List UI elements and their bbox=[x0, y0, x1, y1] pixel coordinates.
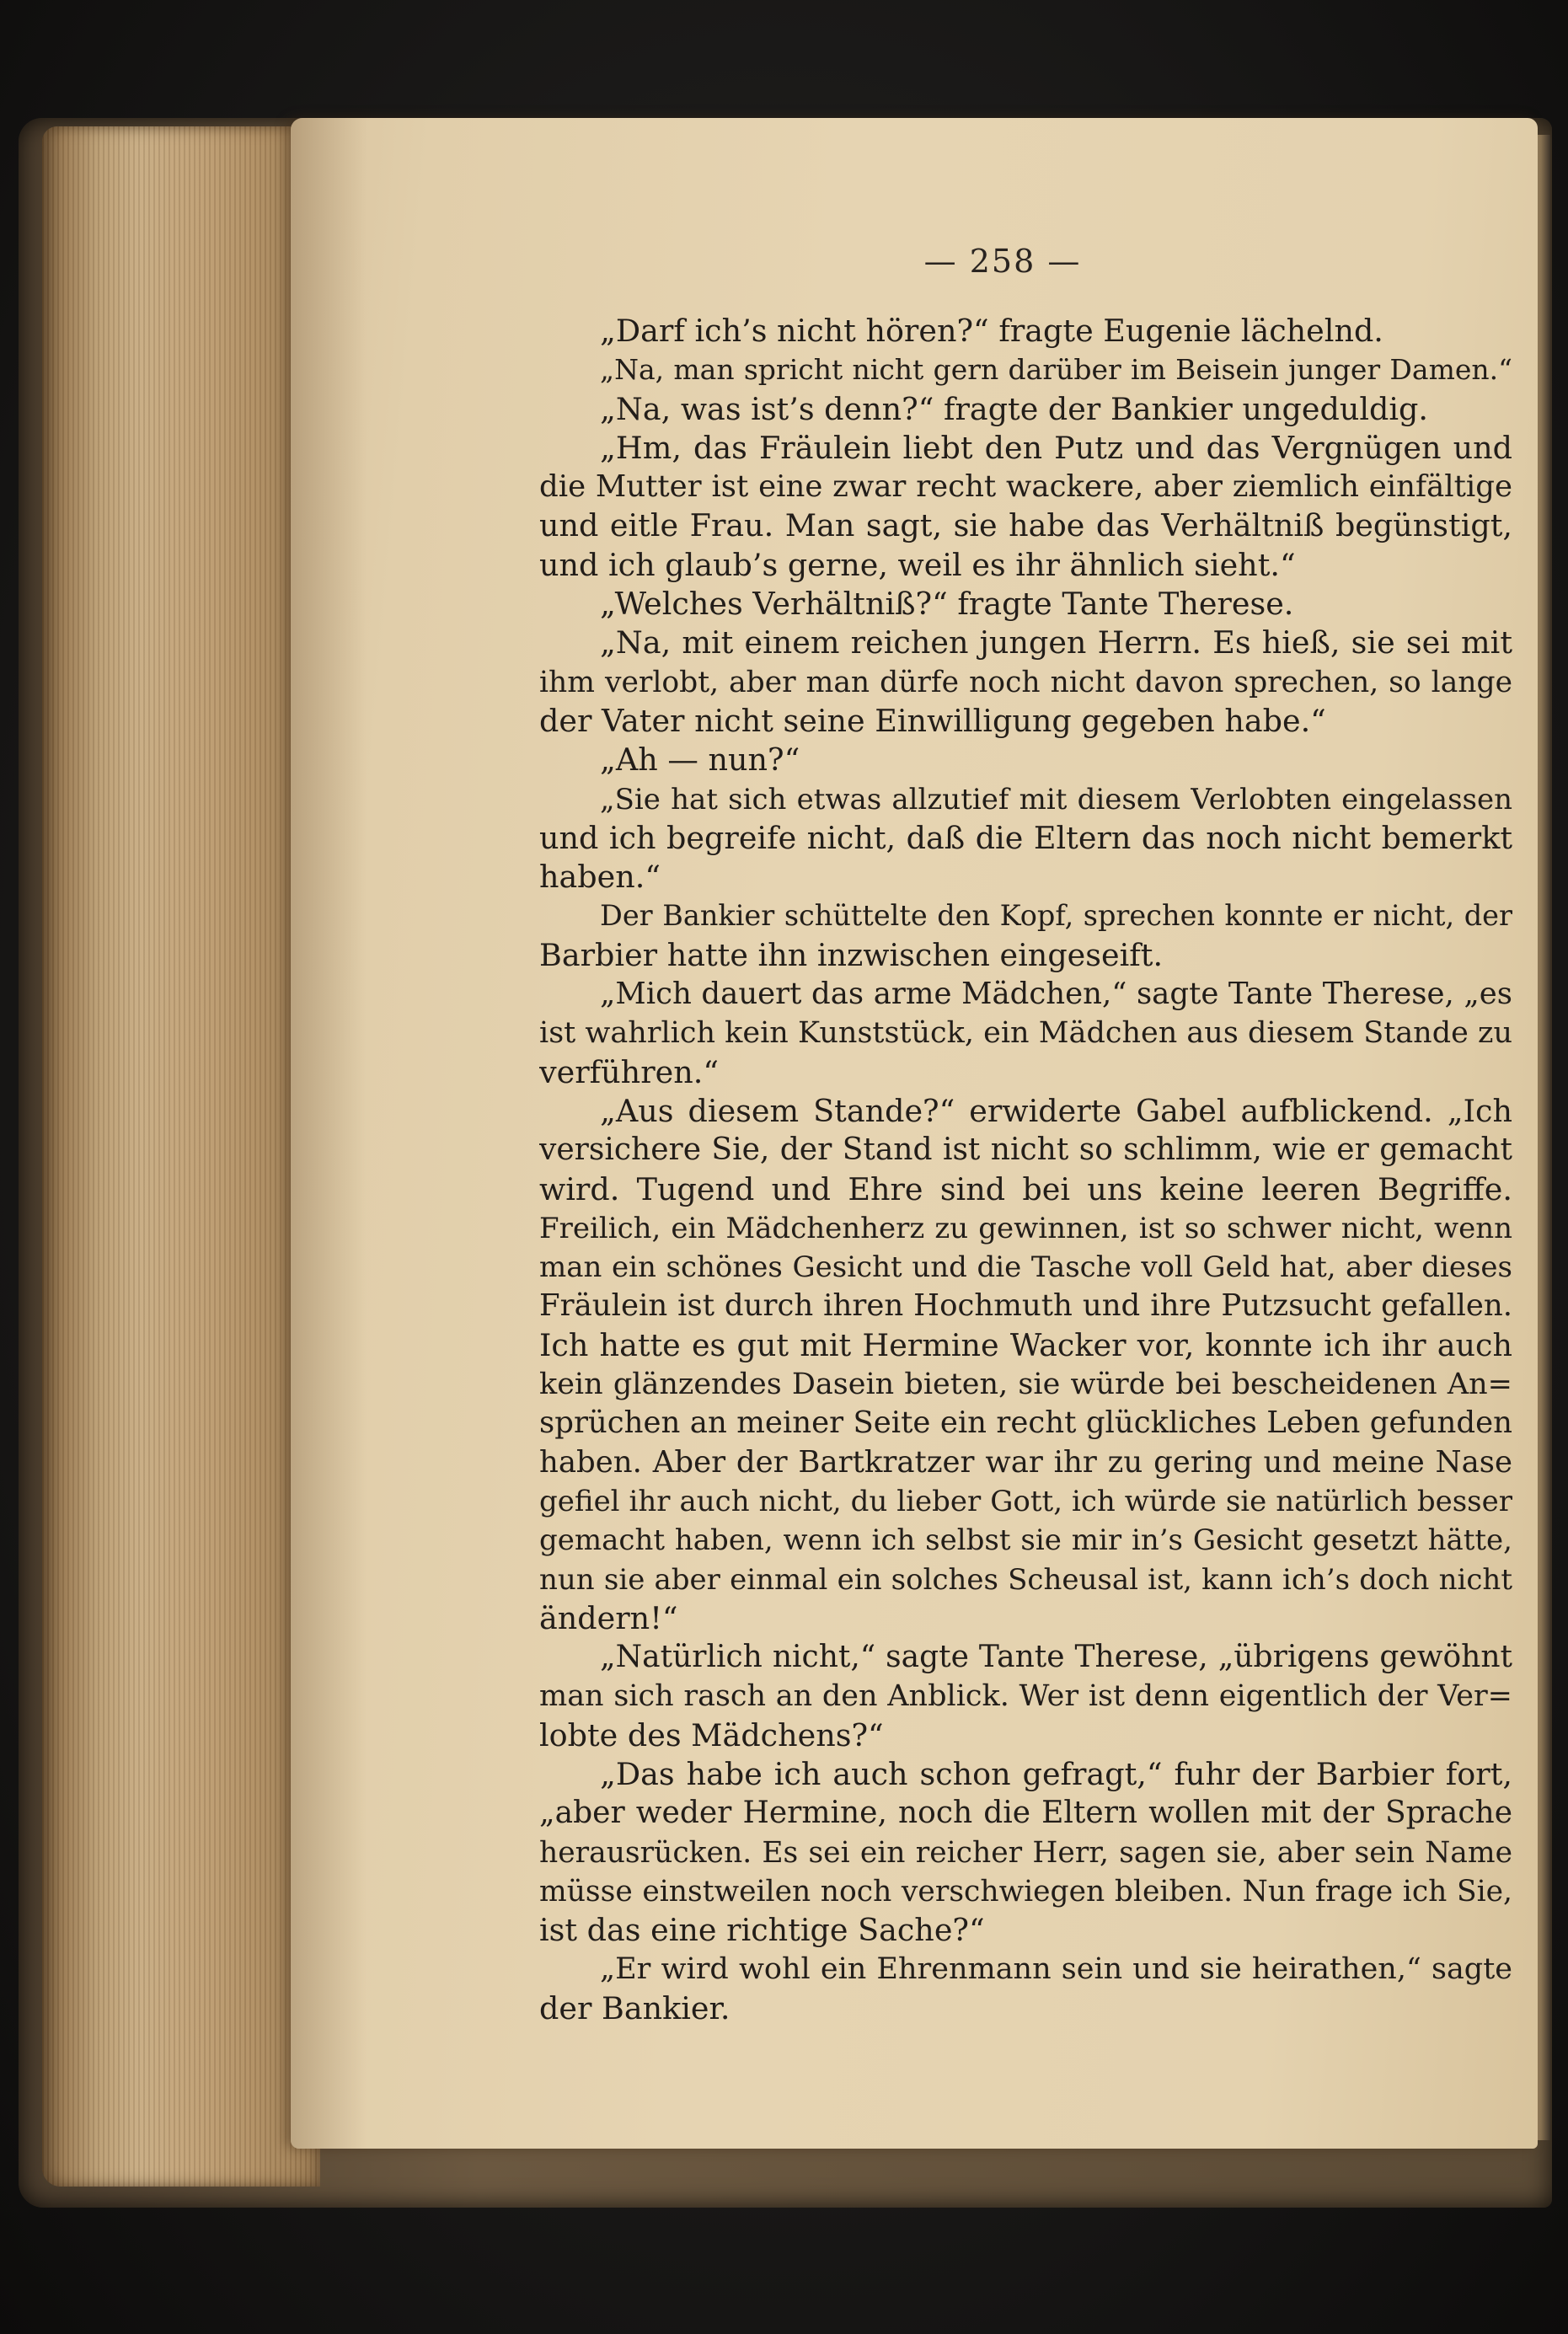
text-line: „Aus diesem Stande?“ erwiderte Gabel aufblickend. „Ich bbox=[600, 1092, 1512, 1129]
text-line: müsse einstweilen noch verschwiegen bleiben. Nun frage ich Sie, bbox=[539, 1874, 1512, 1908]
body-text bbox=[539, 312, 1512, 2028]
text-line: „Natürlich nicht,“ sagte Tante Therese, „übrigens gewöhnt bbox=[600, 1640, 1512, 1675]
page-gutter-shade bbox=[291, 118, 367, 2149]
text-line: kein glänzendes Dasein bieten, sie würde bei bescheidenen An= bbox=[539, 1368, 1512, 1402]
text-line: „Na, was ist’s denn?“ fragte der Bankier ungeduldig. bbox=[600, 390, 1429, 427]
text-line: „aber weder Hermine, noch die Eltern wollen mit der Sprache bbox=[539, 1796, 1512, 1831]
text-line: gefiel ihr auch nicht, du lieber Gott, ich würde sie natürlich besser bbox=[539, 1484, 1512, 1518]
text-line: gemacht haben, wenn ich selbst sie mir in’s Gesicht gesetzt hätte, bbox=[539, 1523, 1512, 1558]
text-line: ändern!“ bbox=[539, 1599, 678, 1636]
text-line: ist das eine richtige Sache?“ bbox=[539, 1912, 985, 1949]
text-line: Freilich, ein Mädchenherz zu gewinnen, ist so schwer nicht, wenn bbox=[539, 1211, 1512, 1245]
page-number: — 258 — bbox=[923, 243, 1082, 280]
text-line: Barbier hatte ihn inzwischen eingeseift. bbox=[539, 936, 1164, 973]
text-line: „Das habe ich auch schon gefragt,“ fuhr der Barbier fort, bbox=[600, 1755, 1512, 1792]
text-line: und eitle Frau. Man sagt, sie habe das Verhältniß begünstigt, bbox=[539, 507, 1512, 544]
text-line: der Bankier. bbox=[539, 1989, 730, 2026]
text-line: der Vater nicht seine Einwilligung gegeben habe.“ bbox=[539, 702, 1326, 739]
text-line: „Na, mit einem reichen jungen Herrn. Es hieß, sie sei mit bbox=[600, 624, 1512, 661]
text-line: und ich begreife nicht, daß die Eltern das noch nicht bemerkt bbox=[539, 819, 1512, 856]
text-line: sprüchen an meiner Seite ein recht glückliches Leben gefunden bbox=[539, 1405, 1512, 1441]
text-line: versichere Sie, der Stand ist nicht so schlimm, wie er gemacht bbox=[539, 1132, 1512, 1168]
text-line: „Er wird wohl ein Ehrenmann sein und sie heirathen,“ sagte bbox=[600, 1952, 1512, 1987]
text-line: haben.“ bbox=[539, 859, 661, 896]
text-line: Der Bankier schüttelte den Kopf, sprechen konnte er nicht, der bbox=[600, 899, 1512, 933]
text-line: „Sie hat sich etwas allzutief mit diesem Verlobten eingelassen bbox=[600, 782, 1512, 816]
text-line: man sich rasch an den Anblick. Wer ist denn eigentlich der Ver= bbox=[539, 1679, 1512, 1714]
text-line: „Na, man spricht nicht gern darüber im Beisein junger Damen.“ bbox=[600, 353, 1512, 387]
text-line: nun sie aber einmal ein solches Scheusal ist, kann ich’s doch nicht bbox=[539, 1562, 1512, 1597]
page-stack-texture bbox=[42, 126, 320, 2187]
text-line: und ich glaub’s gerne, weil es ihr ähnlich sieht.“ bbox=[539, 546, 1296, 583]
text-line: lobte des Mädchens?“ bbox=[539, 1716, 884, 1753]
text-line: „Ah — nun?“ bbox=[600, 741, 800, 779]
text-line: „Hm, das Fräulein liebt den Putz und das Vergnügen und bbox=[600, 429, 1512, 466]
text-line: Fräulein ist durch ihren Hochmuth und ihre Putzsucht gefallen. bbox=[539, 1288, 1512, 1324]
text-line: ist wahrlich kein Kunststück, ein Mädchen aus diesem Stande zu bbox=[539, 1016, 1512, 1051]
text-line: „Welches Verhältniß?“ fragte Tante Therese. bbox=[600, 586, 1294, 623]
text-line: „Darf ich’s nicht hören?“ fragte Eugenie lächelnd. bbox=[600, 313, 1383, 349]
text-line: man ein schönes Gesicht und die Tasche voll Geld hat, aber dieses bbox=[539, 1250, 1512, 1285]
text-line: Ich hatte es gut mit Hermine Wacker vor, konnte ich ihr auch bbox=[539, 1326, 1512, 1363]
text-line: ihm verlobt, aber man dürfe noch nicht davon sprechen, so lange bbox=[539, 665, 1512, 699]
text-line: verführen.“ bbox=[539, 1053, 720, 1090]
text-line: die Mutter ist eine zwar recht wackere, aber ziemlich einfältige bbox=[539, 469, 1512, 505]
text-line: „Mich dauert das arme Mädchen,“ sagte Tante Therese, „es bbox=[600, 977, 1512, 1012]
text-line: herausrücken. Es sei ein reicher Herr, sagen sie, aber sein Name bbox=[539, 1835, 1512, 1870]
text-line: wird. Tugend und Ehre sind bei uns keine leeren Begriffe. bbox=[539, 1170, 1512, 1207]
text-line: haben. Aber der Bartkratzer war ihr zu gering und meine Nase bbox=[539, 1444, 1512, 1480]
